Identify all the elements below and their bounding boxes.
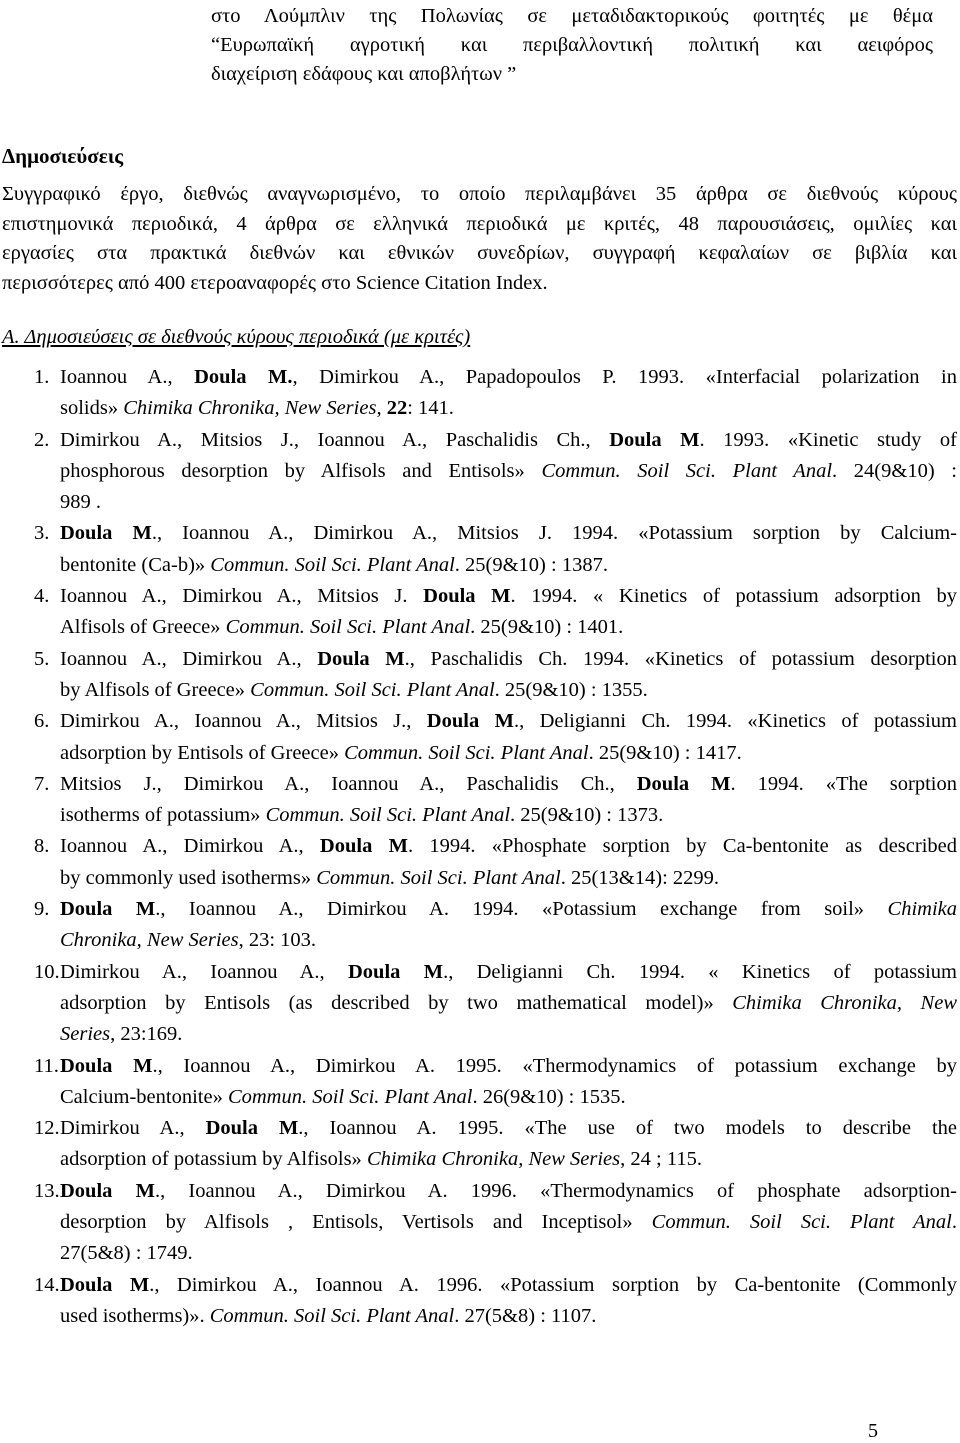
publication-line [60,894,957,925]
citation-text: , 23: 103. [238,929,317,952]
citation-text: . 25(9&10) : 1417. [588,741,742,764]
citation-text: ., Deligianni Ch. 1994. « Kinetics of potassium [443,960,957,983]
journal-name: Chimika Chronika, New Series [123,397,377,420]
citation-text: adsorption by Entisols (as described by two mathematical model)» [60,991,733,1014]
journal-name: Chimika Chronika, New [732,991,957,1014]
publication-item [2,362,957,425]
citation-text: phosphorous desorption by Alfisols and Entisols» [60,459,542,482]
publication-item [2,644,957,707]
publication-line [60,1301,957,1332]
publication-number: 8. [34,835,50,858]
publication-line [60,518,957,549]
citation-text: Alfisols of Greece» [60,616,226,639]
citation-text: Ioannou A., Dimirkou A., [60,835,320,858]
citation-text: 27(5&8) : 1749. [60,1242,193,1265]
publication-line [60,800,957,831]
publication-line [60,1144,957,1175]
intro-line: διαχείριση εδάφους και αποβλήτων ” [211,63,517,85]
citation-text: Dimirkou A., Mitsios J., Ioannou A., Paschalidis Ch., [60,428,610,451]
journal-name: Commun. Soil Sci. Plant Anal [344,741,589,764]
author-highlight: Doula M. [194,366,293,388]
publication-line [60,393,957,424]
citation-text: desorption by Alfisols , Entisols, Vertisols and Inceptisol» [60,1211,652,1234]
intro-paragraph [211,2,933,89]
publication-line [60,831,957,862]
summary-line: επιστημονικά περιοδικά, 4 άρθρα σε ελληνικά περιοδικά με κριτές, 48 παρουσιάσεις, ομιλίες και [2,212,957,235]
citation-text: solids» [60,397,124,420]
citation-text: ., Ioannou A., Dimirkou A. 1995. «Thermodynamics of potassium exchange by [152,1054,957,1077]
publication-number: 3. [34,522,50,545]
summary-line: εργασίες στα πρακτικά διεθνών και εθνικών συνεδρίων, συγγραφή κεφαλαίων σε βιβλία και [2,242,957,264]
publication-number: 12. [34,1117,60,1140]
publication-item [2,1051,957,1114]
intro-line: “Ευρωπαϊκή αγροτική και περιβαλλοντική πολιτική και αειφόρος [211,34,933,56]
author-highlight: Doula M [317,647,405,670]
citation-text: Ioannou A., Dimirkou A., Mitsios J. [60,585,424,608]
publication-number: 2. [34,428,50,451]
publication-line [60,863,957,894]
publication-number: 9. [34,898,50,921]
publication-item [2,894,957,957]
journal-name: Chimika Chronika, New Series [366,1148,621,1171]
citation-text: . [951,1211,957,1234]
citation-text: . 1994. «The sorption [730,772,957,795]
citation-text: ., Ioannou A., Dimirkou A. 1996. «Thermodynamics of phosphate adsorption- [154,1179,957,1202]
publication-line [60,362,957,393]
publication-item [2,706,957,769]
publication-number: 4. [34,585,50,608]
publication-line [60,706,957,737]
publication-line [60,675,957,706]
journal-name: Commun. Soil Sci. Plant Anal [210,553,455,576]
citation-text: Dimirkou A., [60,1117,206,1140]
citation-text: , [376,397,387,420]
author-highlight: Doula M [636,772,731,795]
author-highlight: Doula M [205,1117,299,1140]
section-heading: Δημοσιεύσεις [2,144,124,168]
citation-text: ., Ioannou A., Dimirkou A. 1994. «Potassium exchange from soil» [155,898,888,921]
citation-text: . 27(5&8) : 1107. [454,1304,597,1327]
citation-text: . 26(9&10) : 1535. [472,1085,626,1108]
author-highlight: Doula M [60,1273,150,1296]
publication-item [2,425,957,519]
publication-item [2,581,957,644]
citation-text: 989 . [60,491,101,514]
summary-line: Συγγραφικό έργο, διεθνώς αναγνωρισμένο, το οποίο περιλαμβάνει 35 άρθρα σε διεθνούς κύρους [2,183,957,205]
citation-text: . 25(9&10) : 1401. [470,616,624,639]
author-highlight: Doula M [60,1179,155,1202]
citation-text: , 24 ; 115. [620,1148,702,1171]
publication-line [60,1082,957,1113]
publication-line [60,1176,957,1207]
subsection-heading: Α. Δημοσιεύσεις σε διεθνούς κύρους περιοδικά (με κριτές) [2,326,471,348]
citation-text: Dimirkou A., Ioannou A., [60,960,348,983]
citation-text: bentonite (Ca-b)» [60,553,211,576]
journal-name: Chimika [887,898,957,921]
publication-number: 6. [34,710,50,733]
citation-text: . 1994. « Kinetics of potassium adsorption by [510,585,958,608]
citation-text: ., Deligianni Ch. 1994. «Kinetics of potassium [513,710,957,733]
citation-text: by commonly used isotherms» [60,866,317,889]
citation-text: : 141. [407,397,454,420]
publication-line [60,988,957,1019]
author-highlight: Doula M [609,428,700,451]
publication-number: 10. [34,960,60,983]
citation-text: , Dimirkou A., Papadopoulos P. 1993. «Interfacial polarization in [292,366,958,388]
citation-text: isotherms of potassium» [60,804,266,827]
publication-number: 1. [34,366,50,388]
journal-name: Commun. Soil Sci. Plant Anal [541,459,833,482]
publication-line [60,1019,957,1050]
publication-number: 14. [34,1273,60,1296]
publication-item [2,1270,957,1333]
citation-text: Calcium-bentonite» [60,1085,228,1108]
publication-line [60,1270,957,1301]
citation-text: Ioannou A., [60,366,195,388]
journal-name: Commun. Soil Sci. Plant Anal [227,1085,473,1108]
citation-text: . 1993. «Kinetic study of [699,428,958,451]
publication-line [60,425,957,456]
citation-text: , 23:169. [110,1023,183,1046]
citation-text: Mitsios J., Dimirkou A., Ioannou A., Paschalidis Ch., [60,772,637,795]
publication-item [2,769,957,832]
publication-number: 7. [34,772,50,795]
journal-name: Commun. Soil Sci. Plant Anal [209,1304,455,1327]
summary-line: περισσότερες από 400 ετεροαναφορές στο Science Citation Index. [2,271,548,294]
publication-line [60,957,957,988]
citation-text: ., Paschalidis Ch. 1994. «Kinetics of potassium desorption [404,647,957,670]
author-highlight: 22 [386,397,408,420]
author-highlight: Doula M [426,710,514,733]
citation-text: . 25(9&10) : 1355. [494,678,648,701]
publication-line [60,925,957,956]
publication-item [2,831,957,894]
publication-line [60,581,957,612]
citation-text: ., Ioannou A., Dimirkou A., Mitsios J. 1994. «Potassium sorption by Calcium- [151,522,958,545]
citation-text: . 25(9&10) : 1373. [510,804,664,827]
publication-item [2,1176,957,1270]
publication-item [2,518,957,581]
citation-text: adsorption by Entisols of Greece» [60,741,345,764]
publication-line [60,769,957,800]
citation-text: . 1994. «Phosphate sorption by Ca-bentonite as described [407,835,957,858]
summary-paragraph [2,180,957,298]
publication-number: 13. [34,1179,60,1202]
publication-line [60,612,957,643]
publication-line [60,456,957,487]
citation-text: ., Ioannou A. 1995. «The use of two models to describe the [298,1117,957,1140]
journal-name: Commun. Soil Sci. Plant Anal [225,616,471,639]
publication-number: 5. [34,647,50,670]
citation-text: by Alfisols of Greece» [60,678,251,701]
publication-list [2,362,957,1332]
citation-text: Dimirkou A., Ioannou A., Mitsios J., [60,710,427,733]
publication-line [60,1051,957,1082]
journal-name: Chronika, New Series [60,929,239,952]
publication-line [60,1207,957,1238]
journal-name: Commun. Soil Sci. Plant Anal [316,866,561,889]
citation-text: adsorption of potassium by Alfisols» [60,1148,367,1171]
publication-line [60,550,957,581]
author-highlight: Doula M [60,1054,153,1077]
intro-line: στο Λούμπλιν της Πολωνίας σε μεταδιδακτορικούς φοιτητές με θέμα [211,5,933,27]
page-number: 5 [868,1420,878,1442]
author-highlight: Doula M [423,585,511,608]
citation-text: . 25(9&10) : 1387. [454,553,608,576]
author-highlight: Doula M [348,960,444,983]
citation-text: . 25(13&14): 2299. [560,866,720,889]
publication-item [2,957,957,1051]
publication-line [60,644,957,675]
author-highlight: Doula M [60,522,152,545]
citation-text: used isotherms)». [60,1304,210,1327]
citation-text: ., Dimirkou A., Ioannou A. 1996. «Potassium sorption by Ca-bentonite (Commonly [149,1273,958,1296]
journal-name: Commun. Soil Sci. Plant Anal [651,1211,952,1234]
publication-line [60,1238,957,1269]
citation-text: . 24(9&10) : [832,459,957,482]
publication-line [60,1113,957,1144]
journal-name: Series [60,1023,111,1046]
publication-line [60,487,957,518]
citation-text: Ioannou A., Dimirkou A., [60,647,318,670]
publication-number: 11. [34,1054,59,1077]
publication-item [2,1113,957,1176]
journal-name: Commun. Soil Sci. Plant Anal [250,678,495,701]
journal-name: Commun. Soil Sci. Plant Anal [265,804,511,827]
author-highlight: Doula M [60,898,156,921]
author-highlight: Doula M [319,835,408,858]
publication-line [60,738,957,769]
